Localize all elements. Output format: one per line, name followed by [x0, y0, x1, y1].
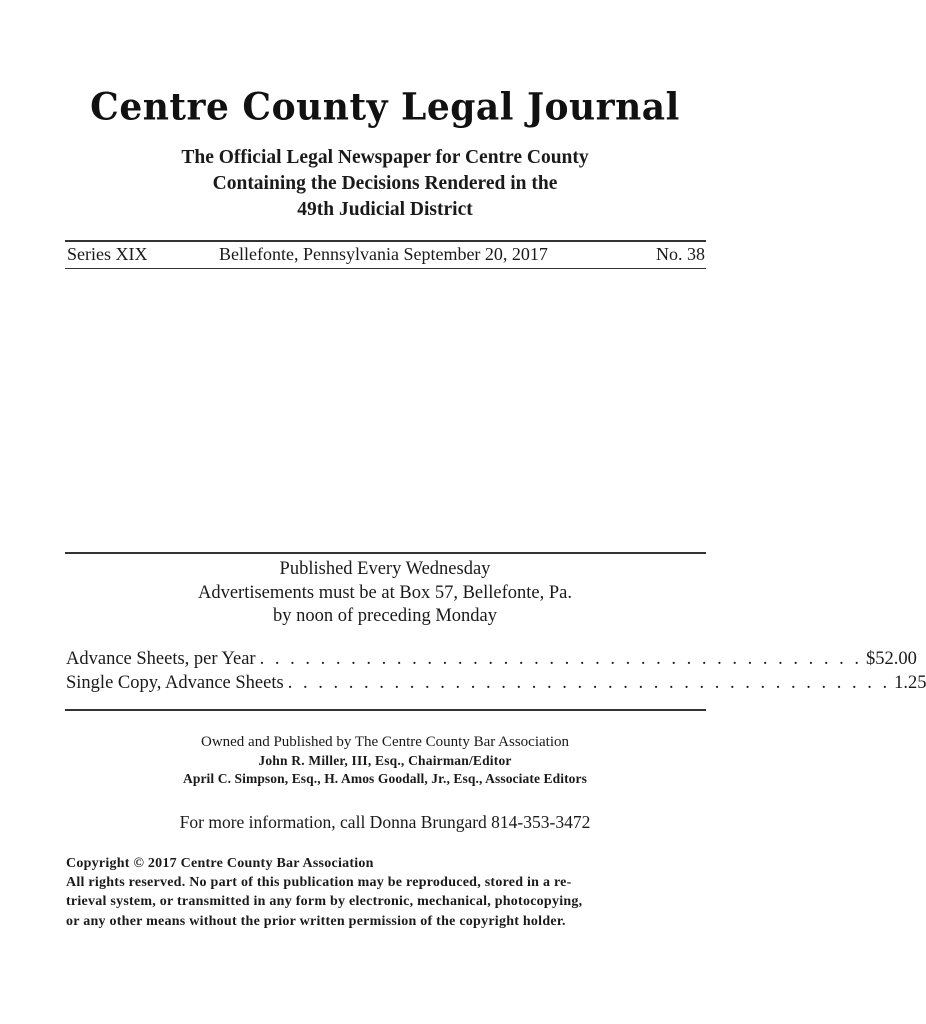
publication-notice [0, 558, 770, 629]
associate-editors-line: April C. Simpson, Esq., H. Amos Goodall, Jr., Esq., Associate Editors [183, 771, 587, 786]
copyright-line: trieval system, or transmitted in any form by electronic, mechanical, photocopying, [66, 894, 583, 910]
publication-line: by noon of preceding Monday [272, 606, 497, 626]
ownership-line: Owned and Published by The Centre County Bar Association [200, 734, 569, 750]
copyright-line: or any other means without the prior written permission of the copyright holder. [66, 913, 566, 929]
price-row [66, 647, 917, 671]
contact-info: For more information, call Donna Brungard 814-353-3472 [179, 812, 591, 832]
price-table [66, 647, 926, 695]
leader-dots: . . . . . . . . . . . . . . . . . . . . . . . . . . . . . . . . . . . . . . . . [259, 649, 862, 669]
price-value: $52.00 [865, 649, 917, 669]
middle-rule [65, 552, 706, 554]
subtitle-line: 49th Judicial District [297, 199, 473, 220]
publication-line: Published Every Wednesday [279, 559, 491, 579]
copyright-line: All rights reserved. No part of this publication may be reproduced, stored in a re- [66, 875, 572, 891]
subtitle-line: Containing the Decisions Rendered in the [212, 173, 558, 194]
publication-line: Advertisements must be at Box 57, Bellefonte, Pa. [197, 582, 573, 603]
lower-rule [65, 709, 706, 711]
subtitle-block [0, 145, 770, 223]
copyright-line: Copyright © 2017 Centre County Bar Association [66, 856, 374, 871]
issue-number: No. 38 [656, 244, 705, 264]
issue-rule [65, 268, 706, 269]
top-rule [65, 240, 706, 242]
copyright-block [66, 854, 706, 931]
place-date: Bellefonte, Pennsylvania September 20, 2017 [219, 244, 548, 264]
ownership-block [0, 733, 770, 788]
price-label: Advance Sheets, per Year [66, 649, 256, 669]
leader-dots: . . . . . . . . . . . . . . . . . . . . . . . . . . . . . . . . . . . . . . . . [287, 673, 891, 693]
issue-info-line [67, 244, 705, 268]
editor-line: John R. Miller, III, Esq., Chairman/Editor [258, 753, 512, 768]
subtitle-line: The Official Legal Newspaper for Centre County [181, 147, 589, 168]
price-label: Single Copy, Advance Sheets [66, 673, 284, 693]
masthead-title: Centre County Legal Journal [90, 84, 680, 130]
series-label: Series XIX [67, 244, 148, 264]
price-value: 1.25 [894, 673, 926, 693]
price-row [66, 671, 926, 695]
